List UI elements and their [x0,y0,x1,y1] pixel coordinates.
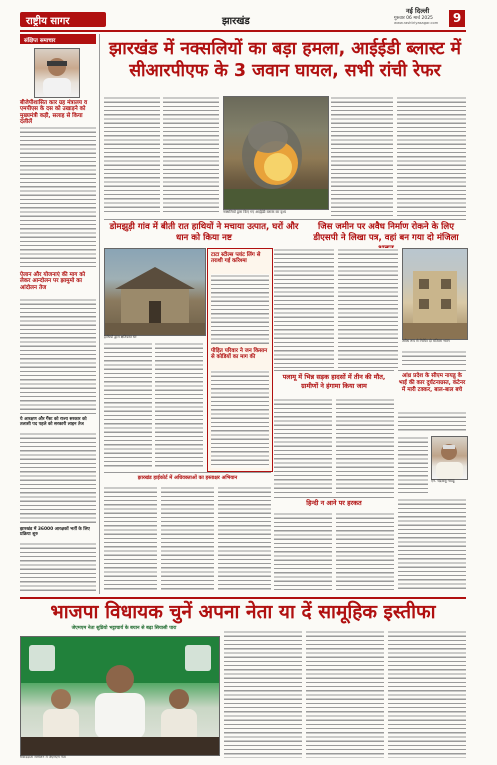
left-column-label: संक्षिप्त समाचार [24,37,56,44]
main-headline: झारखंड में नक्सलियों का बड़ा हमला, आईईडी ब्लास्ट में सीआरपीएफ के 3 जवान घायल, सभी रांची रेफर [108,39,462,81]
fourth-story-text-col1 [104,486,157,592]
main-story-photo [223,96,329,210]
bottom-photo-caption: संवाददाता सम्मेलन में जेएमएम नेता [20,755,66,759]
seventh-story-text-col1 [274,512,332,592]
bottom-story-headline: भाजपा विधायक चुनें अपना नेता या दें सामूहिक इस्तीफा [50,601,436,623]
bottom-story-kicker: जेएमएम नेता सुप्रियो भट्टाचार्य के बयान से बढ़ा सियासी पारा [71,626,177,631]
main-photo-caption: नक्सलियों द्वारा किए गए आईईडी ब्लास्ट का दृश्य [223,210,286,214]
fifth-story-text-col2 [336,398,394,494]
side-box-text2 [211,370,269,468]
bottom-story-photo [20,636,220,756]
left-column-rule [99,34,100,594]
bottom-story-text-col1 [224,630,302,758]
main-story-text-col3 [331,96,393,216]
damaged-house-image [105,249,205,335]
third-story-photo [402,248,468,340]
fifth-story-headline: पलामू में भिन्न सड़क हादसों में तीन की मौत, ग्रामीणों ने हंगामा किया जाम [282,373,386,390]
left-column-label-box [20,34,96,44]
sixth-story-text-col1 [398,411,466,433]
left-column [20,34,96,594]
sixth-story-photo [431,436,468,480]
left-story3-headline: ऐलान और योजनाएं की माग को लेकर आन्दोलन पर झामुमो का आंदोलन तेज [20,272,86,291]
side-box-text1 [211,274,269,344]
section-title: राष्ट्रीय सागर [26,16,70,27]
main-story-text-col4 [397,96,466,216]
second-story-photo [104,248,206,336]
left-story4-text [20,542,96,592]
seventh-story-rule [274,497,394,498]
fifth-story-text-col1 [274,398,332,494]
left-story2-headline: ये आरक्षण और गैंस्ट को राज्य सरकार को तलाशी पद पहले को सरकारी लाइन तेज [20,417,87,428]
person-photo [35,49,79,97]
sixth-story-text-col3 [398,498,466,592]
city-label: नई दिल्ली [406,7,430,15]
third-story-text-col1 [274,248,334,368]
third-story-headline: जिस जमीन पर अवैध निर्माण रोकने के लिए डीएसपी ने लिखा पत्र, वहां बन गया दो मंजिला [313,222,459,243]
sixth-story-headline: आंध्र प्रदेश के सीएम नायडू के भाई की कार दुर्घटनाग्रस्त, कंटेनर में मारी टक्कर, बाल-बाल बचे [398,373,466,394]
page-number: 9 [452,11,462,25]
page-number-box [449,10,465,27]
third-story-text-col3 [402,350,466,368]
left-story1-headline: बीजेपीशासित कार ग्रह मंत्रालय व एमपीएस के दस को उखाड़ने को मुख्यमंत्री कड़ी, सलाह से किया दलीलें [20,100,88,126]
main-story-bottom-rule [104,219,466,220]
date-line: गुरुवार 06 मार्च 2025 [394,16,433,21]
side-box-headline2: पीड़ित परिवार ने जन किसान से कोडियों का माग की [211,348,268,361]
second-story-text-col1 [104,342,152,468]
sixth-photo-caption: एन. चंद्रबाबू नायडू [431,479,455,483]
bottom-story-text-col3 [388,630,466,758]
second-story-headline: डोमझुड़ी गांव में बीती रात हाथियों ने मचाया उत्पात, घरों और धान को किया नष्ट [109,222,299,243]
masthead-divider [20,30,466,32]
second-photo-caption: हाथियों द्वारा क्षतिग्रस्त घर [104,335,137,339]
masthead [0,0,497,30]
left-story1-text [20,126,96,268]
fourth-story-rule [104,472,271,473]
section-title-box [20,12,106,27]
left-portrait-photo [34,48,80,98]
sixth-story-text-col2 [398,436,428,496]
fourth-story-text-col3 [218,486,271,592]
sixth-story-rule [398,370,466,371]
main-story-text-col2 [163,96,219,214]
bottom-story-rule [20,597,466,599]
building-image [403,249,467,339]
main-story-text-col1 [104,96,160,214]
left-story2-text [20,432,96,524]
left-story4-headline: झारखंड में 36000 आरक्षकों भर्ती के लिए प्रक्रिया शुरु [20,527,90,538]
naidu-portrait [432,437,467,479]
fifth-story-rule [274,370,394,371]
left-story3-text [20,298,96,414]
fourth-story-headline: झारखंड हाईकोर्ट में अधिवक्ताओं का हस्ताक्षर अभियान [137,475,238,481]
website: www.rashtriyasagar.com [394,21,439,25]
seventh-story-text-col2 [336,512,394,592]
fourth-story-text-col2 [161,486,214,592]
state-label: झारखंड [222,16,250,27]
side-box-headline1: टाटा स्टील्स प्लांट लिंग से तराशी गई करिश्मा [211,252,261,265]
bottom-story-text-col2 [306,630,384,758]
explosion-image [224,97,328,209]
third-story-text-col2 [338,248,398,368]
seventh-story-headline: हिन्दी न आने पर हरकत [306,499,362,507]
second-story-text-col2 [155,342,203,468]
side-box [207,248,273,472]
press-conference-image [21,637,219,755]
third-photo-caption: अवैध रूप से निर्मित दो मंजिला भवन [402,339,450,343]
